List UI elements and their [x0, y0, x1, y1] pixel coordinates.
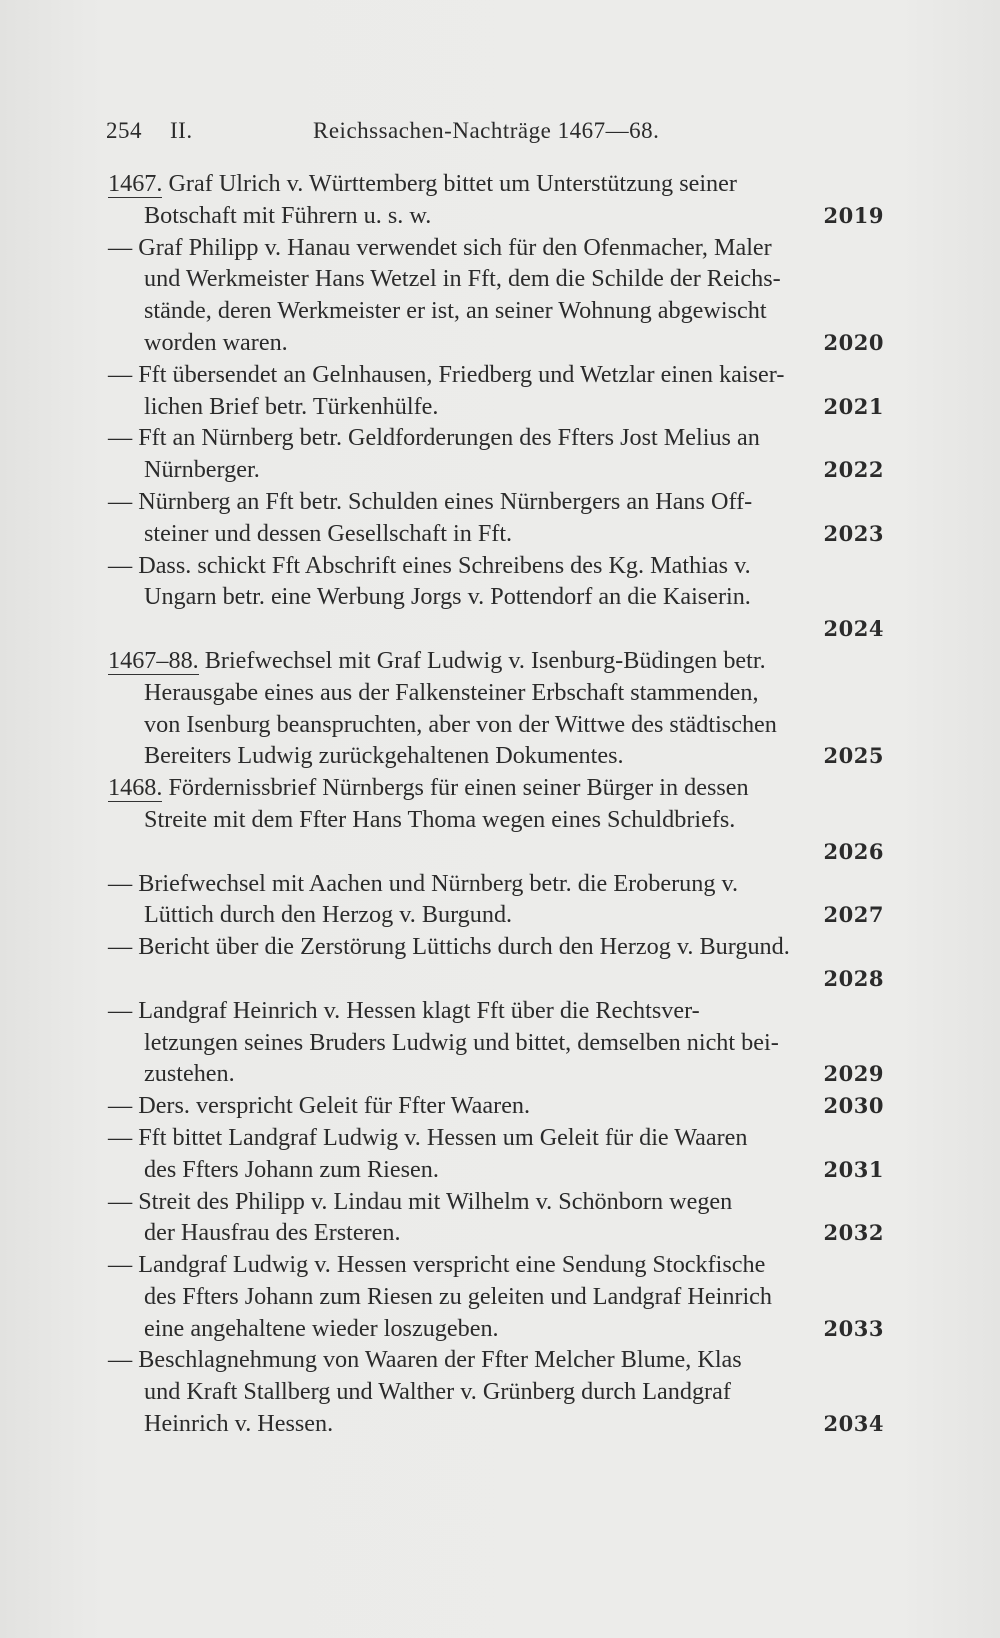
entry-text: Briefwechsel mit Graf Ludwig v. Isenburg-Büdingen betr.	[198, 646, 766, 674]
header-title: Reichssachen-Nachträge 1467—68.	[313, 118, 660, 143]
entry-line	[108, 1154, 884, 1186]
page-number: 254	[106, 118, 142, 143]
entry-line	[108, 232, 884, 264]
entry-line	[108, 359, 884, 391]
register-entry	[108, 550, 884, 645]
entry-line	[108, 1408, 884, 1440]
entry-line	[108, 868, 884, 900]
entry-text: Graf Ulrich v. Württemberg bittet um Unterstützung seiner	[162, 170, 737, 197]
entry-line	[108, 168, 884, 200]
entry-line	[108, 772, 884, 804]
entry-line	[108, 677, 884, 709]
register-entry	[108, 931, 884, 995]
register-entry	[108, 1186, 884, 1250]
entry-text: Nürnberger.	[144, 456, 260, 484]
entry-number: 2021	[823, 393, 884, 419]
entry-text: stände, deren Werkmeister er ist, an seiner Wohnung abgewischt	[144, 297, 767, 325]
entry-text: worden waren.	[144, 328, 288, 356]
entry-text: — Streit des Philipp v. Lindau mit Wilhelm v. Schönborn wegen	[108, 1187, 733, 1215]
entry-number: 2030	[823, 1093, 884, 1119]
register-entry	[108, 772, 884, 867]
entry-text: des Ffters Johann zum Riesen zu geleiten und Landgraf Heinrich	[144, 1282, 773, 1310]
entry-line	[108, 486, 884, 518]
register-entry	[108, 486, 884, 550]
entry-text: — Dass. schickt Fft Abschrift eines Schreibens des Kg. Mathias v.	[108, 551, 751, 579]
entry-number: 2025	[823, 743, 884, 769]
entry-text: — Graf Philipp v. Hanau verwendet sich für den Ofenmacher, Maler	[108, 233, 772, 261]
entry-text: — Beschlagnehmung von Waaren der Ffter Melcher Blume, Klas	[108, 1346, 742, 1374]
entry-line	[108, 1249, 884, 1281]
entry-line	[108, 422, 884, 454]
part-number: II.	[170, 118, 193, 143]
entry-text: Heinrich v. Hessen.	[144, 1410, 334, 1438]
entry-text: Ungarn betr. eine Werbung Jorgs v. Pottendorf an die Kaiserin.	[144, 583, 751, 611]
register-entry	[108, 359, 884, 423]
entry-line	[108, 1376, 884, 1408]
entry-line	[108, 391, 884, 423]
entry-date: 1467–88.	[108, 646, 199, 674]
entry-text: und Werkmeister Hans Wetzel in Fft, dem die Schilde der Reichs-	[144, 265, 781, 293]
entry-text: lichen Brief betr. Türkenhülfe.	[144, 392, 439, 420]
entry-line	[108, 327, 884, 359]
entry-line	[108, 709, 884, 741]
entry-line	[108, 454, 884, 486]
entry-text: Botschaft mit Führern u. s. w.	[144, 201, 432, 229]
entry-line	[108, 1122, 884, 1154]
entry-text: des Ffters Johann zum Riesen.	[144, 1155, 439, 1183]
entry-text: — Fft bittet Landgraf Ludwig v. Hessen um Geleit für die Waaren	[108, 1123, 748, 1151]
register-entry	[108, 168, 884, 232]
entry-list	[108, 168, 884, 1440]
entry-number: 2019	[823, 202, 884, 228]
entry-line	[108, 1090, 884, 1122]
entry-number: 2033	[823, 1315, 884, 1341]
entry-text: — Briefwechsel mit Aachen und Nürnberg betr. die Eroberung v.	[108, 869, 739, 897]
entry-line	[108, 295, 884, 327]
entry-number: 2034	[823, 1411, 884, 1437]
entry-number: 2022	[823, 457, 884, 483]
entry-line	[108, 1186, 884, 1218]
register-entry	[108, 232, 884, 359]
entry-date: 1467.	[108, 170, 163, 197]
entry-text: eine angehaltene wieder loszugeben.	[144, 1314, 499, 1342]
entry-number: 2028	[823, 965, 884, 991]
entry-line	[108, 1344, 884, 1376]
entry-text: — Ders. verspricht Geleit für Ffter Waaren.	[108, 1092, 531, 1120]
register-entry	[108, 422, 884, 486]
entry-text: steiner und dessen Gesellschaft in Fft.	[144, 519, 513, 547]
entry-line	[108, 995, 884, 1027]
entry-number: 2031	[823, 1156, 884, 1182]
entry-number: 2027	[823, 902, 884, 928]
entry-number: 2020	[823, 329, 884, 355]
entry-line	[108, 550, 884, 582]
running-header	[106, 118, 886, 148]
entry-text: — Bericht über die Zerstörung Lüttichs durch den Herzog v. Burgund.	[108, 933, 790, 961]
register-entry	[108, 1344, 884, 1439]
entry-line	[108, 645, 884, 677]
entry-number: 2024	[823, 616, 884, 642]
entry-number: 2023	[823, 520, 884, 546]
entry-text: — Landgraf Ludwig v. Hessen verspricht eine Sendung Stockfische	[108, 1251, 766, 1279]
entry-text: — Fft an Nürnberg betr. Geldforderungen des Ffters Jost Melius an	[108, 424, 760, 452]
entry-text: Fördernissbrief Nürnbergs für einen seiner Bürger in dessen	[162, 774, 749, 802]
entry-line	[108, 581, 884, 613]
register-entry	[108, 868, 884, 932]
entry-text: zustehen.	[144, 1060, 235, 1088]
entry-text: — Nürnberg an Fft betr. Schulden eines Nürnbergers an Hans Off-	[108, 487, 753, 515]
register-entry	[108, 1122, 884, 1186]
entry-text: — Landgraf Heinrich v. Hessen klagt Fft über die Rechtsver-	[108, 996, 700, 1024]
entry-line	[108, 263, 884, 295]
entry-text: der Hausfrau des Ersteren.	[144, 1219, 401, 1247]
entry-line	[108, 518, 884, 550]
entry-line	[108, 899, 884, 931]
entry-text: Bereiters Ludwig zurückgehaltenen Dokumentes.	[144, 742, 624, 770]
entry-text: Lüttich durch den Herzog v. Burgund.	[144, 901, 513, 929]
entry-line	[108, 1058, 884, 1090]
register-entry	[108, 645, 884, 772]
entry-date: 1468.	[108, 774, 163, 802]
entry-line	[108, 1217, 884, 1249]
entry-line	[108, 931, 884, 963]
entry-line	[108, 1027, 884, 1059]
entry-number: 2029	[823, 1061, 884, 1087]
register-entry	[108, 1090, 884, 1122]
register-entry	[108, 1249, 884, 1344]
entry-text: und Kraft Stallberg und Walther v. Grünberg durch Landgraf	[144, 1378, 731, 1406]
entry-text: Streite mit dem Ffter Hans Thoma wegen eines Schuldbriefs.	[144, 805, 736, 833]
entry-text: — Fft übersendet an Gelnhausen, Friedberg und Wetzlar einen kaiser-	[108, 360, 785, 388]
entry-line	[108, 200, 884, 232]
entry-line	[108, 740, 884, 772]
entry-line	[108, 1313, 884, 1345]
entry-line	[108, 804, 884, 836]
entry-number: 2032	[823, 1220, 884, 1246]
entry-text: letzungen seines Bruders Ludwig und bittet, demselben nicht bei-	[144, 1028, 779, 1056]
entry-text: Herausgabe eines aus der Falkensteiner Erbschaft stammenden,	[144, 678, 759, 706]
entry-text: von Isenburg beanspruchten, aber von der Wittwe des städtischen	[144, 710, 777, 738]
register-entry	[108, 995, 884, 1090]
entry-line	[108, 1281, 884, 1313]
entry-number: 2026	[823, 838, 884, 864]
